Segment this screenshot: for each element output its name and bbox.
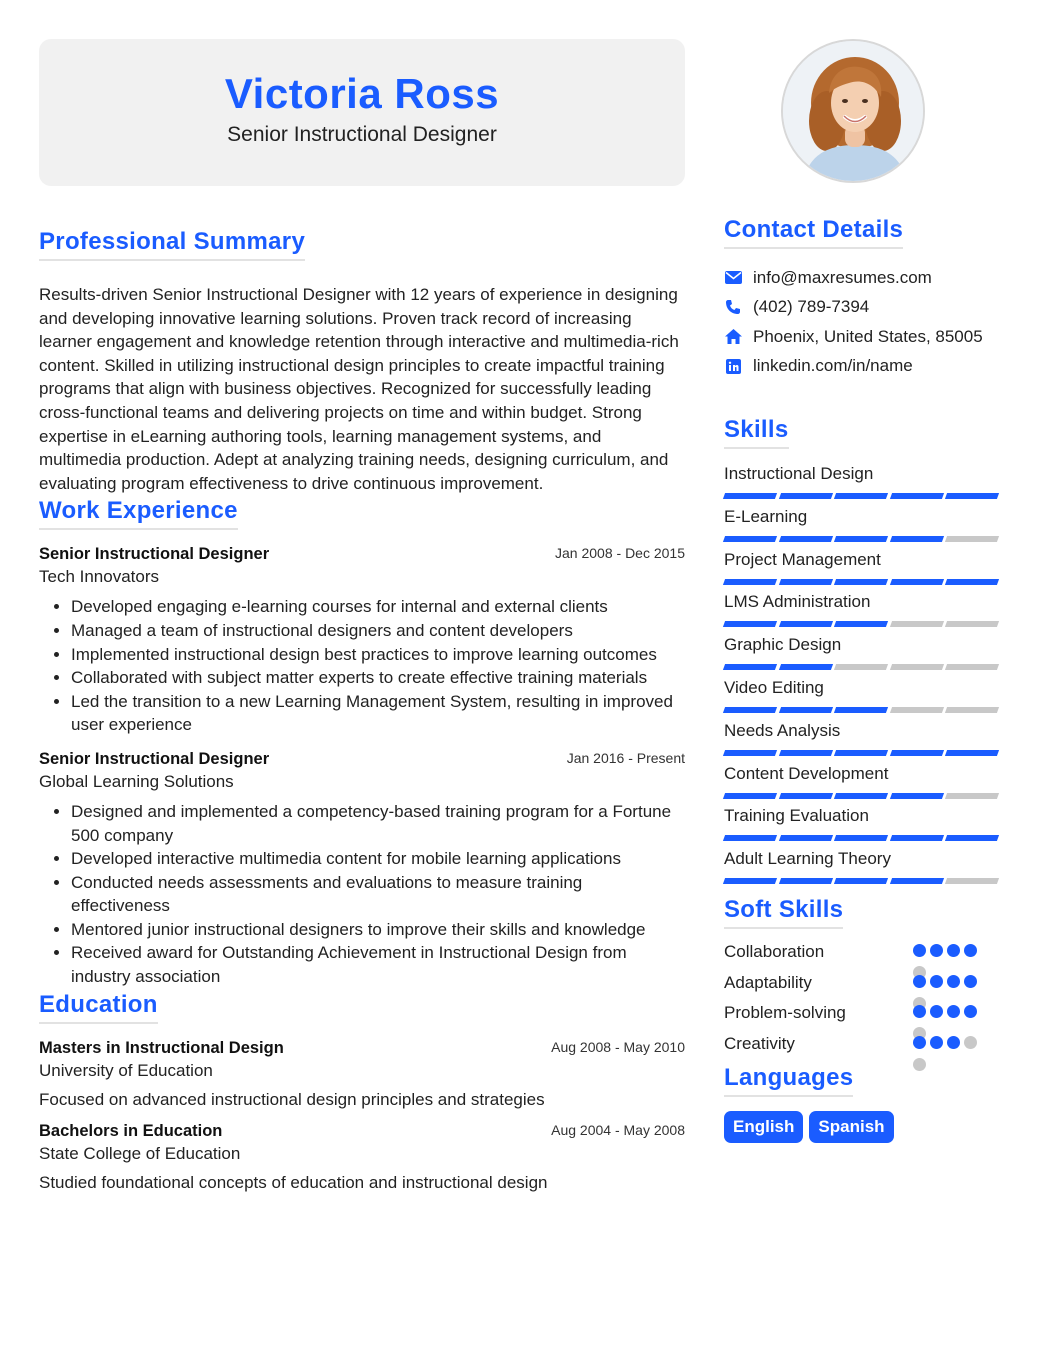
skill-level-segment [778, 536, 832, 542]
school-name: State College of Education [39, 1143, 241, 1163]
job-entry [39, 545, 685, 737]
skill-level-segment [778, 579, 832, 585]
soft-skill-name: Adaptability [724, 972, 812, 992]
skill-level-segment [945, 835, 999, 841]
rating-dot [947, 944, 960, 957]
skill-level-segment [778, 750, 832, 756]
skill-level-bars [724, 579, 1004, 585]
linkedin-icon [724, 357, 742, 375]
skill-level-bars [724, 664, 1004, 670]
skill-name: Instructional Design [724, 464, 874, 483]
soft-skill-name: Creativity [724, 1033, 795, 1053]
degree-title: Bachelors in Education [39, 1121, 223, 1140]
skill-level-segment [945, 493, 999, 499]
rating-dot [930, 1005, 943, 1018]
skill-level-segment [945, 579, 999, 585]
rating-dot [913, 1005, 926, 1018]
languages-list [724, 1111, 1004, 1143]
skill-name: E-Learning [724, 506, 808, 526]
education-date: Aug 2004 - May 2008 [551, 1121, 685, 1138]
skill-item [724, 763, 1004, 806]
soft-skills-list [724, 941, 1004, 1063]
skill-level-bars [724, 750, 1004, 756]
skill-level-segment [945, 664, 999, 670]
job-date: Jan 2008 - Dec 2015 [555, 545, 685, 562]
candidate-title: Senior Instructional Designer [227, 123, 497, 146]
contact-phone [724, 293, 1004, 323]
soft-skills-section [724, 896, 1004, 1063]
soft-skills-heading: Soft Skills [724, 896, 843, 929]
skill-item [724, 634, 1004, 677]
job-bullet: • Led the transition to a new Learning Management System, resulting in improved user experience [71, 690, 685, 737]
job-bullet: • Mentored junior instructional designers to improve their skills and knowledge [71, 918, 685, 942]
summary-text: Results-driven Senior Instructional Designer with 12 years of experience in designing and developing innovative learning solutions. Proven track record of increasing learner engagement and knowledge retention through interactive and multimedia-rich content. Skilled in utilizing instructional design principles to create impactful training programs that align with business objectives. Recognized for successfully leading cross-functional teams and delivering projects on time and within budget. Strong expertise in eLearning authoring tools, learning management systems, and multimedia production. Adept at analyzing training needs, designing curriculum, and evaluating program effectiveness to drive continuous improvement. [39, 285, 679, 493]
soft-skill-name: Collaboration [724, 942, 825, 961]
skill-item [724, 848, 1004, 891]
rating-dot [930, 1036, 943, 1049]
rating-dot [913, 1036, 926, 1049]
skill-level-bars [724, 493, 1004, 499]
skill-level-bars [724, 536, 1004, 542]
skill-level-segment [778, 493, 832, 499]
skill-level-segment [834, 621, 888, 627]
contact-section [724, 216, 1004, 381]
skill-item [724, 591, 1004, 634]
skill-level-segment [834, 835, 888, 841]
skill-level-segment [834, 750, 888, 756]
skill-level-segment [945, 621, 999, 627]
skill-level-segment [834, 579, 888, 585]
soft-skill-item [724, 1002, 1004, 1033]
job-bullets [39, 800, 685, 989]
rating-dot [930, 944, 943, 957]
skill-level-segment [889, 793, 943, 799]
soft-skill-item [724, 1033, 1004, 1064]
experience-heading: Work Experience [39, 497, 238, 530]
language-badge: English [724, 1111, 803, 1143]
resume-header [39, 39, 685, 186]
skill-level-segment [723, 707, 777, 713]
summary-heading: Professional Summary [39, 228, 305, 261]
skills-section [724, 416, 1004, 891]
skill-level-segment [889, 750, 943, 756]
language-badge: Spanish [809, 1111, 893, 1143]
skill-level-segment [889, 835, 943, 841]
skill-level-segment [834, 793, 888, 799]
skill-name: Graphic Design [724, 635, 842, 655]
soft-skill-item [724, 972, 1004, 1003]
degree-title: Masters in Instructional Design [39, 1038, 284, 1057]
skill-level-segment [723, 878, 777, 884]
job-title: Senior Instructional Designer [39, 545, 270, 564]
skill-level-segment [889, 536, 943, 542]
skill-level-segment [723, 536, 777, 542]
education-heading: Education [39, 991, 158, 1024]
job-entry [39, 750, 685, 989]
skill-level-segment [889, 664, 943, 670]
rating-dot [947, 1005, 960, 1018]
skill-item [724, 463, 1004, 506]
skill-level-segment [889, 878, 943, 884]
rating-dot [913, 944, 926, 957]
skill-level-segment [778, 835, 832, 841]
skills-heading: Skills [724, 416, 789, 449]
skill-level-segment [723, 621, 777, 627]
skill-level-bars [724, 621, 1004, 627]
rating-dot [964, 1036, 977, 1049]
phone-number: (402) 789-7394 [753, 297, 870, 317]
contact-linkedin [724, 352, 1004, 382]
rating-dot [947, 1036, 960, 1049]
job-company: Global Learning Solutions [39, 771, 234, 791]
experience-section [39, 497, 685, 988]
skills-list [724, 463, 1004, 891]
candidate-name: Victoria Ross [224, 70, 500, 117]
skill-name: Needs Analysis [724, 720, 841, 740]
rating-dot [964, 944, 977, 957]
education-section [39, 991, 685, 1193]
education-date: Aug 2008 - May 2010 [551, 1038, 685, 1055]
job-bullet: • Collaborated with subject matter experts to create effective training materials [71, 666, 685, 690]
job-bullet: • Developed interactive multimedia content for mobile learning applications [71, 847, 685, 871]
skill-level-segment [889, 579, 943, 585]
job-bullet: • Developed engaging e-learning courses for internal and external clients [71, 595, 685, 619]
skill-level-segment [723, 664, 777, 670]
job-title: Senior Instructional Designer [39, 749, 270, 768]
envelope-icon [724, 269, 742, 287]
school-name: University of Education [39, 1060, 213, 1080]
skill-level-bars [724, 793, 1004, 799]
linkedin-link[interactable]: linkedin.com/in/name [753, 356, 913, 376]
skill-name: Video Editing [724, 677, 824, 697]
skill-level-segment [945, 750, 999, 756]
education-description: Focused on advanced instructional design principles and strategies [39, 1089, 545, 1109]
skill-level-bars [724, 707, 1004, 713]
job-bullet: • Implemented instructional design best practices to improve learning outcomes [71, 643, 685, 667]
rating-dot [964, 1005, 977, 1018]
location-text: Phoenix, United States, 85005 [753, 326, 983, 346]
home-icon [724, 328, 742, 346]
skill-level-segment [889, 493, 943, 499]
skill-item [724, 677, 1004, 720]
skill-item [724, 549, 1004, 592]
languages-section [724, 1064, 1004, 1143]
skill-level-segment [889, 707, 943, 713]
languages-heading: Languages [724, 1064, 853, 1097]
skill-level-segment [723, 579, 777, 585]
skill-name: Content Development [724, 763, 889, 783]
skill-item [724, 506, 1004, 549]
email-link[interactable]: info@maxresumes.com [753, 267, 932, 287]
skill-level-segment [723, 793, 777, 799]
contact-location [724, 322, 1004, 352]
skill-level-bars [724, 878, 1004, 884]
rating-dot [947, 975, 960, 988]
job-company: Tech Innovators [39, 567, 160, 587]
job-bullet: • Managed a team of instructional designers and content developers [71, 619, 685, 643]
job-bullet: • Conducted needs assessments and evaluations to measure training effectiveness [71, 871, 685, 918]
soft-skill-item [724, 941, 1004, 972]
skill-level-segment [778, 793, 832, 799]
skill-level-segment [778, 878, 832, 884]
rating-dot [913, 975, 926, 988]
skill-level-segment [889, 621, 943, 627]
skill-level-segment [834, 664, 888, 670]
job-date: Jan 2016 - Present [566, 749, 685, 766]
job-bullet: • Received award for Outstanding Achievement in Instructional Design from industry association [71, 941, 685, 988]
phone-icon [724, 298, 742, 316]
skill-name: LMS Administration [724, 592, 871, 612]
rating-dot [930, 975, 943, 988]
skill-level-segment [834, 707, 888, 713]
skill-level-segment [778, 621, 832, 627]
skill-name: Project Management [724, 549, 881, 569]
skill-level-bars [724, 835, 1004, 841]
job-bullet: • Designed and implemented a competency-based training program for a Fortune 500 company [71, 800, 685, 847]
job-bullets [39, 595, 685, 737]
profile-photo [781, 39, 925, 183]
contact-email [724, 263, 1004, 293]
skill-level-segment [945, 793, 999, 799]
education-entry [39, 1122, 685, 1193]
skill-name: Adult Learning Theory [724, 849, 891, 869]
skill-level-segment [723, 835, 777, 841]
skill-level-segment [945, 878, 999, 884]
skill-item [724, 720, 1004, 763]
skill-level-segment [723, 493, 777, 499]
education-description: Studied foundational concepts of education and instructional design [39, 1172, 548, 1192]
skill-level-segment [945, 707, 999, 713]
education-entry [39, 1039, 685, 1110]
skill-name: Training Evaluation [724, 806, 869, 826]
contact-heading: Contact Details [724, 216, 903, 249]
skill-level-segment [778, 664, 832, 670]
main-column [39, 39, 685, 1193]
skill-level-segment [834, 536, 888, 542]
soft-skill-name: Problem-solving [724, 1003, 846, 1022]
skill-item [724, 805, 1004, 848]
skill-level-segment [778, 707, 832, 713]
summary-section [39, 228, 685, 495]
skill-level-segment [834, 493, 888, 499]
skill-level-segment [834, 878, 888, 884]
skill-level-segment [945, 536, 999, 542]
rating-dot [964, 975, 977, 988]
skill-level-segment [723, 750, 777, 756]
